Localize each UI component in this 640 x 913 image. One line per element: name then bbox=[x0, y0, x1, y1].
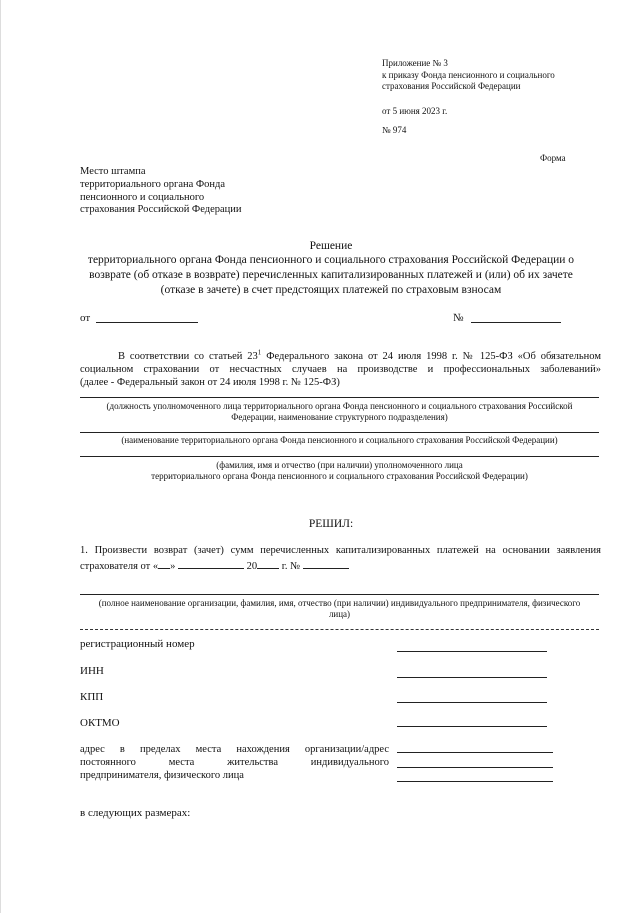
stamp-line-1: Место штампа bbox=[80, 166, 146, 177]
number-field[interactable] bbox=[471, 322, 561, 323]
official-field[interactable] bbox=[80, 397, 599, 398]
inn-field[interactable] bbox=[397, 677, 547, 678]
order-date: от 5 июня 2023 г. bbox=[382, 106, 448, 116]
person-caption-line-2: территориального органа Фонда пенсионного и социального страхования Российской Федерации) bbox=[151, 471, 528, 481]
date-field-label: от bbox=[80, 312, 91, 324]
insured-name-field[interactable] bbox=[80, 594, 599, 595]
intro-line-1: В соответствии со статьей $23^1$ Федерального закона от 24 июля 1998 г. № 125-ФЗ «Об обязательном bbox=[118, 348, 601, 362]
insured-caption-line-2: лица) bbox=[328, 609, 351, 619]
insured-name-field-2[interactable] bbox=[80, 629, 599, 630]
decision-heading: Решение bbox=[309, 240, 353, 252]
address-label-line-2: постоянного места жительства индивидуального bbox=[80, 757, 389, 768]
intro-line-3: (далее - Федеральный закон от 24 июля 1998 г. № 125-ФЗ) bbox=[80, 377, 340, 388]
address-field-3[interactable] bbox=[397, 781, 553, 782]
kpp-field[interactable] bbox=[397, 702, 547, 703]
application-number-field[interactable] bbox=[303, 557, 349, 569]
official-caption-line-2: Федерации, наименование структурного подразделения) bbox=[231, 412, 448, 422]
person-field[interactable] bbox=[80, 456, 599, 457]
intro-line-2: социальном страховании от несчастных случаев на производстве и профессиональных заболеваний» bbox=[80, 364, 601, 375]
oktmo-label: ОКТМО bbox=[80, 717, 120, 729]
oktmo-field[interactable] bbox=[397, 726, 547, 727]
decided-heading: РЕШИЛ: bbox=[308, 518, 354, 530]
form-label: Форма bbox=[540, 153, 566, 163]
amounts-label: в следующих размерах: bbox=[80, 807, 191, 819]
reg-number-label: регистрационный номер bbox=[80, 638, 195, 650]
address-label-line-3: предпринимателя, физического лица bbox=[80, 770, 244, 781]
title-line-1: территориального органа Фонда пенсионного и социального страхования Российской Федерации о bbox=[87, 254, 575, 266]
stamp-line-2: территориального органа Фонда bbox=[80, 179, 226, 190]
appendix-line-2: к приказу Фонда пенсионного и социального bbox=[382, 70, 555, 80]
kpp-label: КПП bbox=[80, 691, 104, 703]
address-field-1[interactable] bbox=[397, 752, 553, 753]
stamp-line-3: пенсионного и социального bbox=[80, 192, 205, 203]
application-year-field[interactable] bbox=[257, 557, 279, 569]
application-month-field[interactable] bbox=[178, 557, 244, 569]
stamp-line-4: страхования Российской Федерации bbox=[80, 204, 242, 215]
insured-caption-line-1: (полное наименование организации, фамилия, имя, отчество (при наличии) индивидуального предпринимателя, физического bbox=[98, 598, 581, 608]
date-field[interactable] bbox=[96, 322, 198, 323]
order-number: № 974 bbox=[382, 125, 407, 135]
org-name-field[interactable] bbox=[80, 432, 599, 433]
org-name-caption: (наименование территориального органа Фонда пенсионного и социального страхования Российской Федерации) bbox=[121, 435, 558, 445]
appendix-line-1: Приложение № 3 bbox=[382, 58, 448, 68]
address-label-line-1: адрес в пределах места нахождения организации/адрес bbox=[80, 744, 389, 755]
inn-label: ИНН bbox=[80, 665, 104, 677]
appendix-line-3: страхования Российской Федерации bbox=[382, 81, 521, 91]
title-line-3: (отказе в зачете) в счет предстоящих платежей по страховым взносам bbox=[160, 284, 502, 296]
title-line-2: возврате (об отказе в возврате) перечисленных капитализированных платежей и (или) об их зачете bbox=[89, 269, 573, 281]
item1-line-1: 1. Произвести возврат (зачет) сумм перечисленных капитализированных платежей на основании заявления bbox=[80, 545, 601, 556]
reg-number-field[interactable] bbox=[397, 651, 547, 652]
address-field-2[interactable] bbox=[397, 767, 553, 768]
application-day-field[interactable] bbox=[158, 557, 170, 569]
item1-line-2: страхователя от « » 20 г. № bbox=[80, 557, 349, 573]
official-caption-line-1: (должность уполномоченного лица территориального органа Фонда пенсионного и социального страхования Российской bbox=[106, 401, 573, 411]
number-field-label: № bbox=[453, 312, 464, 324]
person-caption-line-1: (фамилия, имя и отчество (при наличии) уполномоченного лица bbox=[216, 460, 463, 470]
